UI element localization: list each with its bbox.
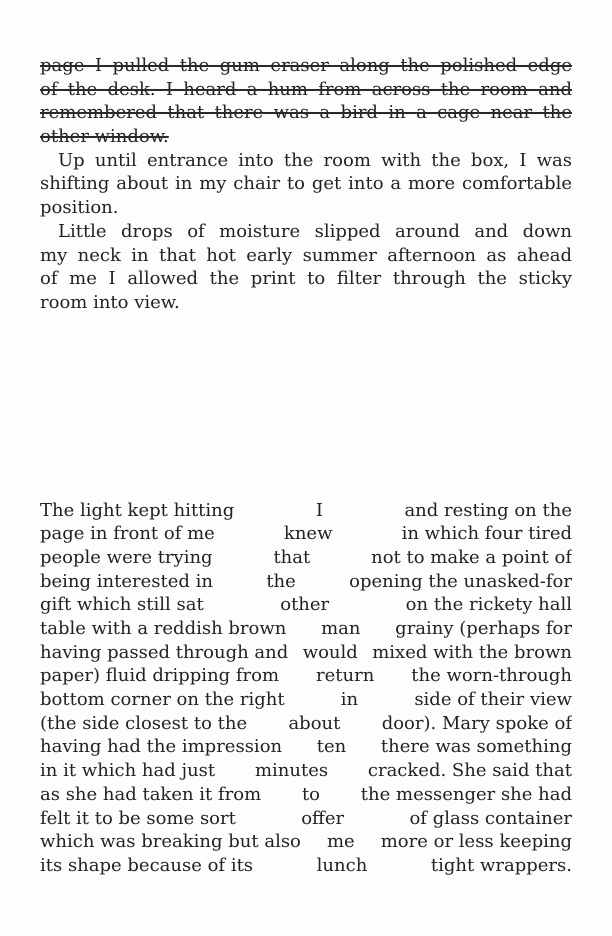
row-middle-word: that <box>273 546 311 568</box>
column-row <box>40 664 572 688</box>
row-right-fragment: of glass container <box>409 807 572 829</box>
column-row <box>40 570 572 594</box>
row-left-fragment: having passed through and <box>40 641 289 663</box>
row-right-fragment: in which four tired <box>401 523 572 545</box>
row-middle-word: the <box>266 570 296 592</box>
row-left-fragment: being interested in <box>40 570 213 592</box>
row-left-fragment: paper) fluid dripping from <box>40 665 280 687</box>
row-middle-word: me <box>326 831 355 853</box>
row-right-fragment: on the rickety hall <box>405 594 572 616</box>
column-row <box>40 712 572 736</box>
column-row <box>40 499 572 523</box>
row-middle-word: to <box>301 783 321 805</box>
struck-text-line: page I pulled the gum eraser along the polished edge <box>40 55 572 76</box>
row-middle-word: ten <box>316 736 347 758</box>
text-line: room into view. <box>40 291 180 313</box>
row-middle-word: knew <box>283 523 333 545</box>
row-middle-word: other <box>280 594 330 616</box>
paragraph-little-drops <box>40 220 572 315</box>
row-middle-word: man <box>321 618 361 639</box>
row-right-fragment: grainy (perhaps for <box>395 618 572 639</box>
row-middle-word: I <box>315 499 323 521</box>
column-row <box>40 641 572 665</box>
text-line: position. <box>40 197 119 219</box>
column-row <box>40 593 572 617</box>
struck-paragraph <box>40 54 572 149</box>
row-left-fragment: bottom corner on the right <box>40 689 285 711</box>
text-line: shifting about in my chair to get into a more comfortable <box>40 173 572 195</box>
text-line: Up until entrance into the room with the box, I was <box>58 149 572 171</box>
row-right-fragment: not to make a point of <box>371 546 572 568</box>
column-row <box>40 759 572 783</box>
paragraph-up-until <box>40 149 572 220</box>
text-line: of me I allowed the print to filter through the sticky <box>40 268 572 290</box>
row-middle-word: lunch <box>316 854 368 876</box>
row-left-fragment: page in front of me <box>40 523 215 545</box>
row-middle-word: offer <box>301 807 345 829</box>
row-right-fragment: the worn-through <box>411 665 572 687</box>
row-middle-word: about <box>288 712 341 734</box>
row-middle-word: return <box>316 665 375 687</box>
row-middle-word: would <box>302 641 358 663</box>
column-row <box>40 783 572 807</box>
row-right-fragment: and resting on the <box>404 499 572 521</box>
row-right-fragment: opening the unasked-for <box>349 570 572 592</box>
row-right-fragment: mixed with the brown <box>372 641 572 663</box>
text-line: my neck in that hot early summer afternoon as ahead <box>40 244 572 266</box>
row-left-fragment: as she had taken it from <box>40 783 262 805</box>
column-row <box>40 617 572 641</box>
column-row <box>40 830 572 854</box>
column-row <box>40 807 572 831</box>
row-right-fragment: side of their view <box>414 689 572 711</box>
row-middle-word: minutes <box>254 760 329 782</box>
row-right-fragment: door). Mary spoke of <box>381 712 572 734</box>
row-left-fragment: table with a reddish brown <box>40 618 287 639</box>
row-left-fragment: its shape because of its <box>40 854 254 876</box>
text-line: Little drops of moisture slipped around and down <box>58 220 572 242</box>
row-left-fragment: in it which had just <box>40 760 216 782</box>
row-right-fragment: there was something <box>380 736 572 758</box>
row-left-fragment: gift which still sat <box>40 594 204 616</box>
column-row <box>40 735 572 759</box>
row-left-fragment: people were trying <box>40 546 213 568</box>
column-row <box>40 688 572 712</box>
column-section <box>40 499 572 878</box>
row-right-fragment: the messenger she had <box>360 783 572 805</box>
column-row <box>40 546 572 570</box>
row-left-fragment: felt it to be some sort <box>40 807 236 829</box>
row-right-fragment: cracked. She said that <box>367 760 572 782</box>
column-row <box>40 522 572 546</box>
struck-text-line: other window. <box>40 126 169 148</box>
struck-text-line: of the desk. I heard a hum from across the room and <box>40 78 572 100</box>
column-row <box>40 854 572 878</box>
row-right-fragment: tight wrappers. <box>430 854 572 876</box>
struck-text-line: remembered that there was a bird in a cage near the <box>40 102 572 124</box>
row-left-fragment: (the side closest to the <box>40 712 248 734</box>
row-left-fragment: which was breaking but also <box>40 831 301 853</box>
row-middle-word: in <box>340 689 359 711</box>
row-right-fragment: more or less keeping <box>380 831 572 853</box>
row-left-fragment: having had the impression <box>40 736 283 758</box>
row-left-fragment: The light kept hitting <box>40 499 235 521</box>
